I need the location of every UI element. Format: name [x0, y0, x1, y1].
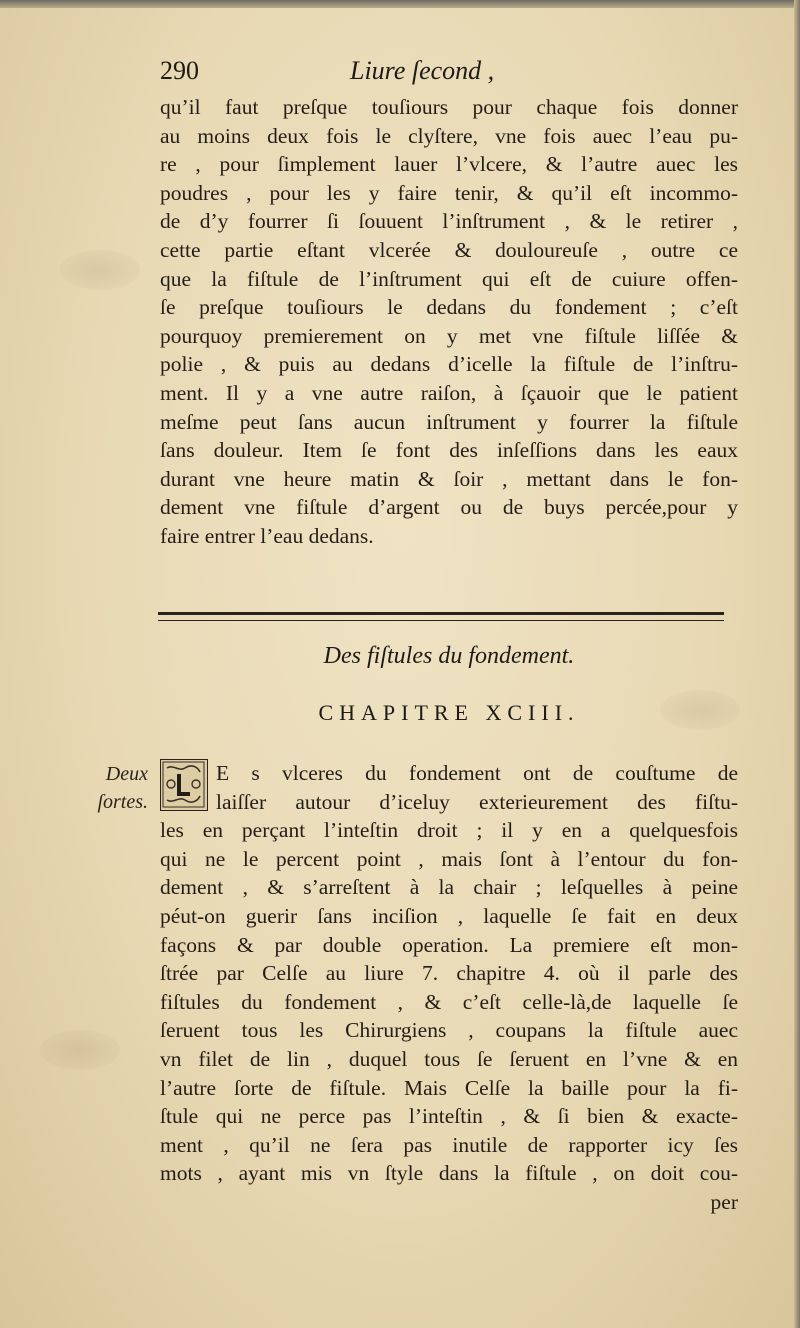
paragraph-2 — [160, 759, 738, 1217]
text-line: ſe preſque touſiours le dedans du fondement ; c’eſt — [160, 295, 738, 320]
text-line: au moins deux fois le clyſtere, vne fois auec l’eau pu- — [160, 123, 738, 148]
text-line: laiſſer autour d’iceluy exterieurement des fiſtu- — [216, 789, 738, 814]
text-line: ſeruent tous les Chirurgiens , coupans la fiſtule auec — [160, 1018, 738, 1043]
section-divider-rule — [158, 612, 724, 621]
text-line: l’autre ſorte de fiſtule. Mais Celſe la baille pour la fi- — [160, 1075, 738, 1100]
text-line: faire entrer l’eau dedans. — [160, 523, 374, 548]
page-top-edge — [0, 0, 800, 8]
paragraph-1 — [160, 93, 738, 551]
text-line: ment. Il y a vne autre raiſon, à ſçauoir que le patient — [160, 380, 738, 405]
text-line: poudres , pour les y faire tenir, & qu’il eſt incommo- — [160, 180, 738, 205]
paper-stain — [40, 1030, 120, 1070]
text-line: qui ne le percent point , mais ſont à l’entour du fon- — [160, 846, 738, 871]
paper-stain — [60, 250, 140, 290]
margin-note-line: Deux — [105, 763, 148, 785]
text-line: ſtrée par Celſe au liure 7. chapitre 4. où il parle des — [160, 961, 738, 986]
text-line: dement , & s’arreſtent à la chair ; leſquelles à peine — [160, 875, 738, 900]
text-line: meſme peut ſans aucun inſtrument y fourrer la fiſtule — [160, 409, 738, 434]
chapter-heading: CHAPITRE XCIII. — [318, 700, 580, 725]
catchword: per — [710, 1189, 738, 1214]
text-line: qu’il faut preſque touſiours pour chaque fois donner — [160, 95, 738, 119]
text-line: vn filet de lin , duquel tous ſe ſeruent en l’vne & en — [160, 1046, 738, 1071]
text-line: ment , qu’il ne ſera pas inutile de rapporter icy ſes — [160, 1132, 738, 1157]
page-number: 290 — [160, 56, 199, 85]
text-line: durant vne heure matin & ſoir , mettant dans le fon- — [160, 466, 738, 491]
text-line: mots , ayant mis vn ſtyle dans la fiſtule , on doit cou- — [160, 1161, 738, 1186]
text-line: polie , & puis au dedans d’icelle la fiſtule de l’inſtru- — [160, 352, 738, 377]
margin-note — [58, 760, 148, 816]
text-line: les en perçant l’inteſtin droit ; il y en a quelquesfois — [160, 818, 738, 843]
text-line: E s vlceres du fondement ont de couſtume de — [216, 761, 738, 785]
section-title: Des fiſtules du fondement. — [323, 643, 575, 669]
text-line: pourquoy premierement on y met vne fiſtule liſſée & — [160, 323, 738, 348]
text-line: péut-on guerir ſans inciſion , laquelle ſe fait en deux — [160, 903, 738, 928]
text-line: dement vne fiſtule d’argent ou de buys percée,pour y — [160, 495, 738, 520]
text-line: de d’y fourrer ſi ſouuent l’inſtrument , & le retirer , — [160, 209, 738, 234]
text-line: cette partie eſtant vlcerée & douloureuſe , outre ce — [160, 237, 738, 262]
margin-note-line: ſortes. — [97, 791, 148, 813]
text-line: ſans douleur. Item ſe font des inſeſſions dans les eaux — [160, 438, 738, 463]
page-header — [160, 56, 720, 92]
text-line: façons & par double operation. La premiere eſt mon- — [160, 932, 738, 957]
text-line: que la fiſtule de l’inſtrument qui eſt de cuiure offen- — [160, 266, 738, 291]
text-line: fiſtules du fondement , & c’eſt celle-là,de laquelle ſe — [160, 989, 738, 1014]
running-head: Liure ſecond , — [350, 56, 495, 85]
page-right-edge — [794, 0, 800, 1328]
text-line: ſtule qui ne perce pas l’inteſtin , & ſi bien & exacte- — [160, 1104, 738, 1129]
text-line: re , pour ſimplement lauer l’vlcere, & l’autre auec les — [160, 152, 738, 177]
